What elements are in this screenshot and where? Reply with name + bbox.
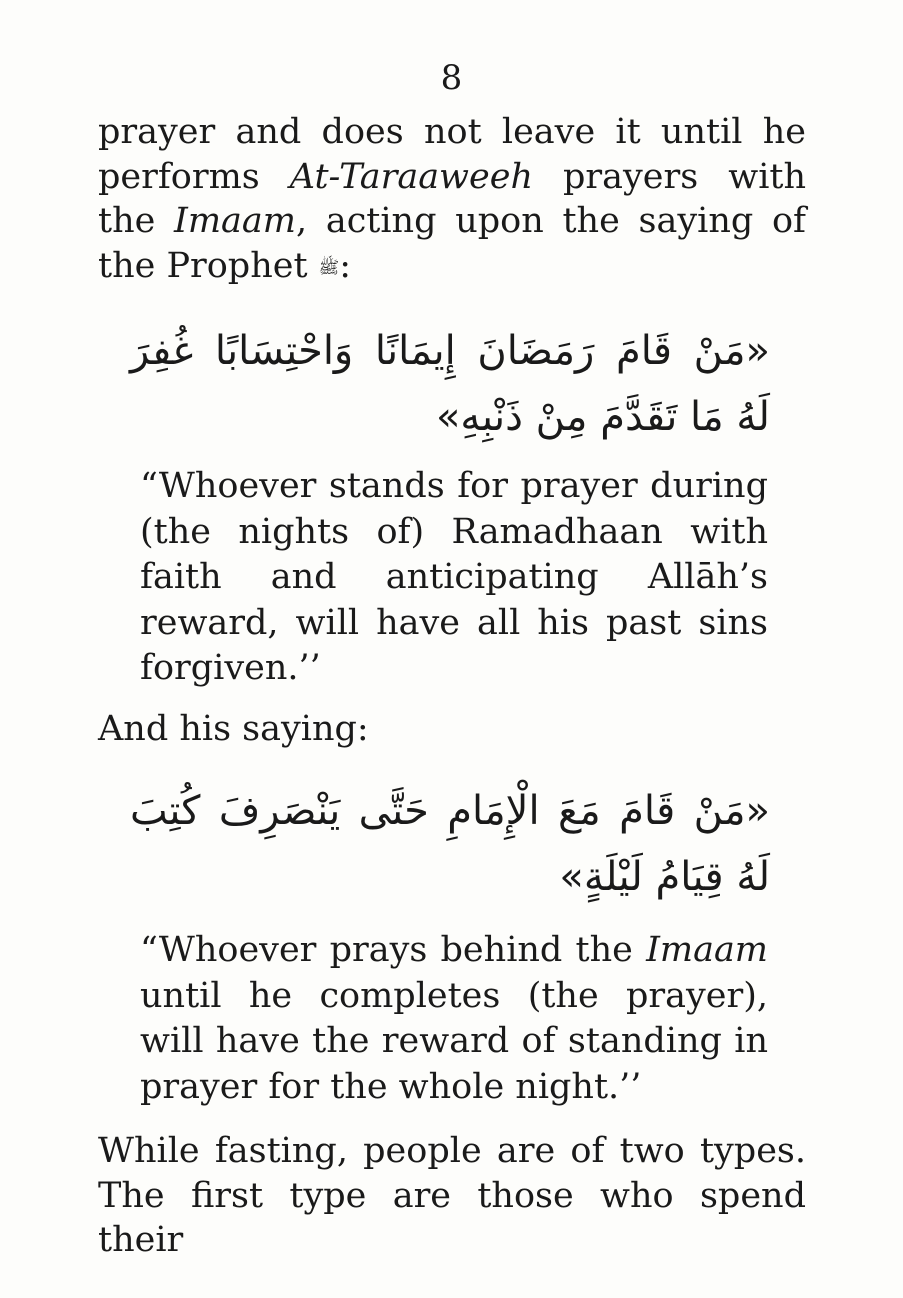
hadith-translation-1: “Whoever stands for prayer during (the nights of) Ramadhaan with faith and anticipating Allāh’s reward, will have all his past sins forgiven.’’ <box>140 466 768 688</box>
paragraph-intro-text-2: prayers with the <box>98 156 806 241</box>
hadith-translation-2 <box>140 928 768 1110</box>
paragraph-and-his-saying: And his saying: <box>98 709 369 749</box>
paragraph-intro-text-1: prayer and does not leave it until he performs <box>98 112 806 197</box>
term-imaam: Imaam <box>174 201 296 241</box>
page-number: 8 <box>440 58 463 98</box>
arabic-hadith-1: «مَنْ قَامَ رَمَضَانَ إِيمَانًا وَاحْتِسَابًا غُفِرَ لَهُ مَا تَقَدَّمَ مِنْ ذَنْبِهِ» <box>130 328 770 440</box>
hadith-translation-2-text-2: until he completes (the prayer), will have the reward of standing in prayer for the whole night.’’ <box>140 975 768 1107</box>
paragraph-intro <box>98 110 806 290</box>
paragraph-intro-colon: : <box>339 245 351 286</box>
salawat-honorific-glyph: ﷺ <box>318 257 340 278</box>
hadith-translation-2-text-1: “Whoever prays behind the <box>140 930 647 970</box>
arabic-hadith-2: «مَنْ قَامَ مَعَ الْإِمَامِ حَتَّى يَنْصَرِفَ كُتِبَ لَهُ قِيَامُ لَيْلَةٍ» <box>130 788 770 900</box>
paragraph-intro-text-3: , acting upon the saying of the Prophet <box>98 201 806 286</box>
term-imaam-2: Imaam <box>646 930 768 970</box>
term-taraaweeh: At-Taraaweeh <box>289 156 533 197</box>
paragraph-two-types: While fasting, people are of two types. The first type are those who spend their <box>98 1131 806 1260</box>
